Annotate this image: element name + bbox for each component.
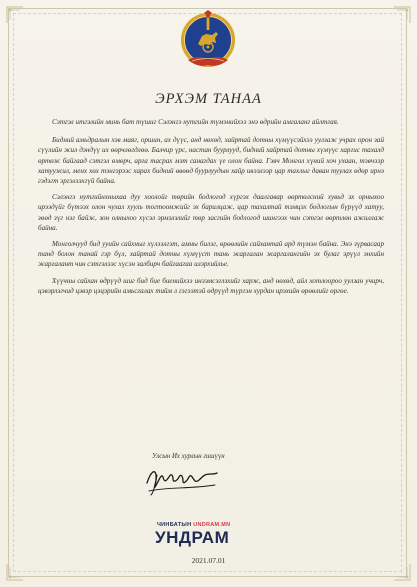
letter-title: ЭРХЭМ ТАНАА bbox=[155, 91, 262, 107]
body-paragraph: Монголчууд бид ууийн сайхныг хүлээлгэт, амны билэг, өрөөлийн сайхантай ард түмэн байна. Энэ зүрвасаар танд болон танай гэр бүл, хайртай дотны хүмүүст тань жаргалан жаргалангийн эх булаг эрүүл энхийн жаргалант чин сэтгэлээс хүсэн залбирч байгаагаа илэрхийлье. bbox=[38, 240, 384, 269]
signature-image bbox=[143, 461, 223, 497]
letter-date: 2021.07.01 bbox=[191, 556, 226, 565]
letter-body bbox=[38, 117, 384, 302]
brand-subtitle: ЧИНБАТЫН UNDRAM.MN bbox=[157, 522, 231, 528]
corner-ornament-icon bbox=[6, 6, 24, 24]
signatory-role: Улсын Их хурлын гишүүн bbox=[152, 453, 225, 460]
brand-name: УНДРАМ bbox=[155, 528, 230, 547]
body-paragraph: Бидний амьдралын хэв маяг, оршин, ах дүүс, анд нөхөд, хайртай дотны хүмүүсэйхээ уулзаж учрах орон зай сүүлийн жил дэндүү их өөрчлөгдлөө. Балчир үрс, настан буурлууд, бидний хайртай дотны хүмүүс харгис тахалд өртөж байгаад сэтгэл өмөрч, арга тасрах мэт санагдах үе олон байна. Гэвч Монгол хүний хоч ухаан, тэвчээр хатуужил, менх хөх тэнгэрээс харах бидний өвөөд буурлуудын хайр ивээлээр цар тахлыг даван туулах өдөр ирнэ гэдэгт эргэлзэхгүй байна. bbox=[38, 136, 384, 186]
corner-ornament-icon bbox=[393, 563, 411, 581]
body-paragraph: Сэлэнгэ нутгийнхныхаа дуу хоолойг төрийн бодлогод хүргэх даалгавар өөртөлсний хувьд эх орныхоо ирээдүйг бүтээх олон чухал хууль тогтоомжийг эх барилцаж, цар тахалтай тэмцэх бодлогын бүрүүд хатуу, зөөд зүг нэг байж, зон олныхоо хүсэл эрмэлзлийг төр засгийн бодлогод шингээх чин сэтгэл өөртлөн ажиллаж байна. bbox=[38, 193, 384, 232]
corner-ornament-icon bbox=[393, 6, 411, 24]
body-paragraph: Хүүчны сайхан өдрүүд шиг бид бие биенийхээ инээмсэглэхийг харж, анд нөхөд, айл хотлоороо уулзан учирч, цэвэрлэгчид цэвэр цэцэрийн амьсгалах тийм л гэгээтэй өдрүүд түргэн хурдан ирэхийн өрөөлийг өргөе. bbox=[38, 276, 384, 295]
greeting-paragraph: Сэтгэл итгэлийн минь бат түшиг Сэлэнгэ нутгийн түмэнийхээ энэ өдрийн амгаланг айлтгая. bbox=[52, 118, 339, 126]
brand-logo bbox=[153, 522, 265, 550]
state-emblem-icon bbox=[178, 10, 238, 72]
corner-ornament-icon bbox=[6, 563, 24, 581]
